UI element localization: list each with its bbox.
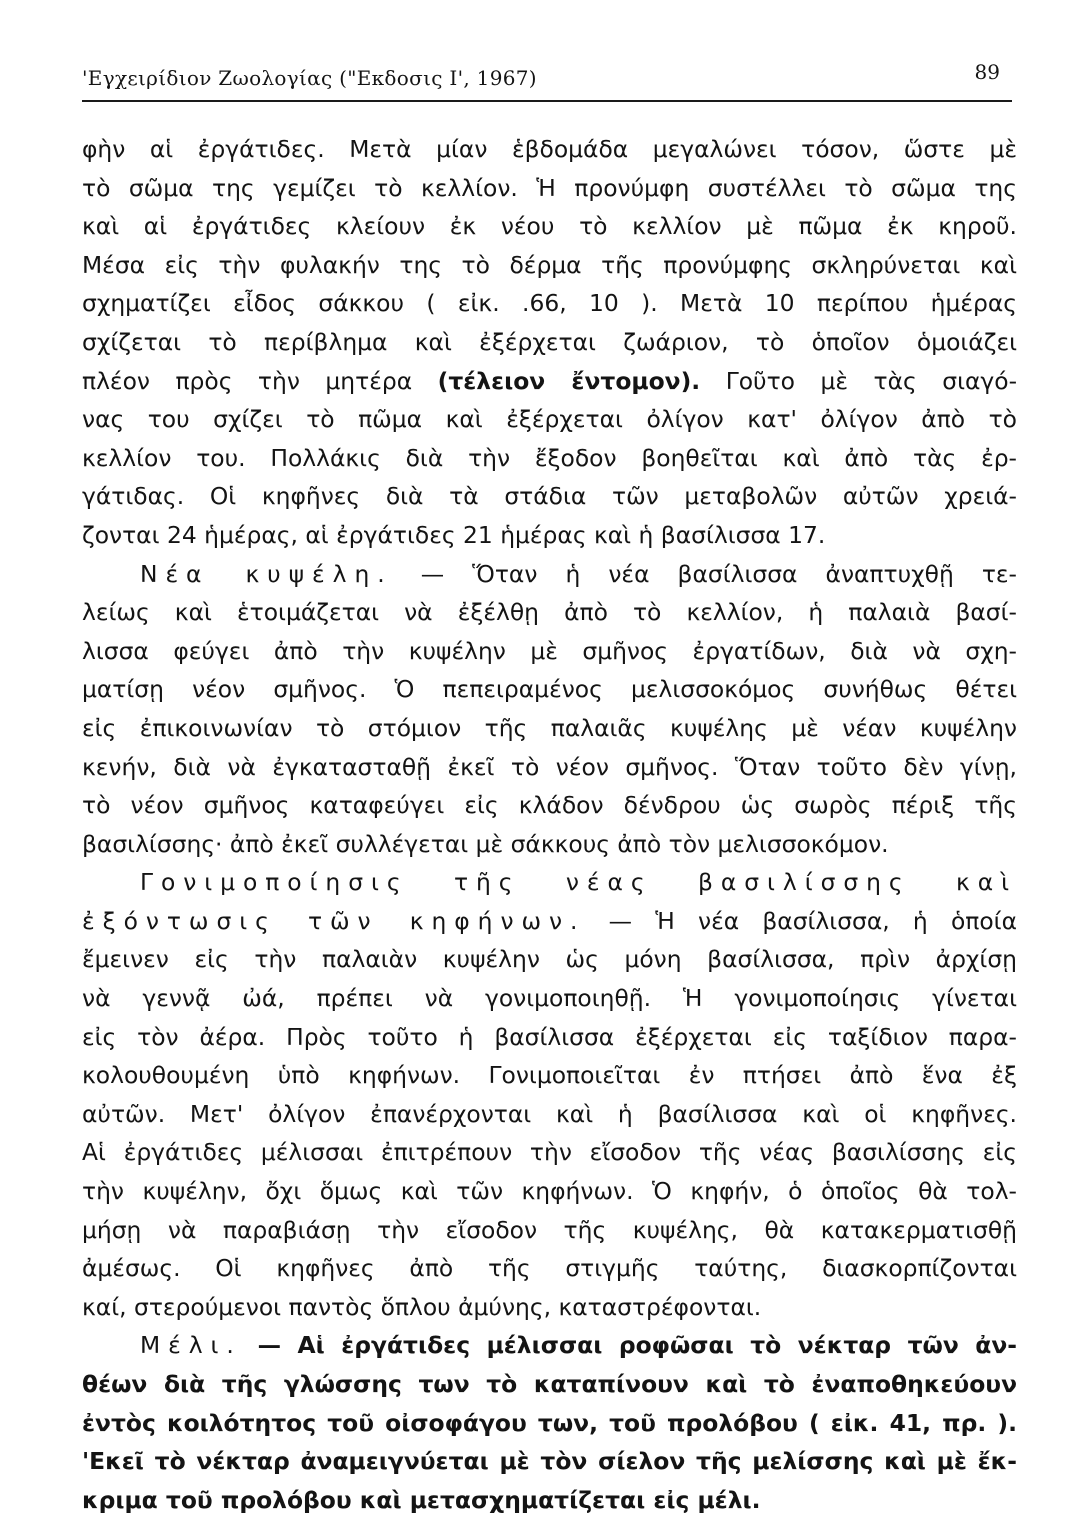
- text-line: βασιλίσσης· ἀπὸ ἐκεῖ συλλέγεται μὲ σάκκους ἀπὸ τὸν μελισσοκόμον.: [82, 829, 889, 858]
- text-line: κελλίον του. Πολλάκις διὰ τὴν ἔξοδον βοηθεῖται καὶ ἀπὸ τὰς ἐρ-: [82, 443, 1017, 472]
- text-line: κριμα τοῦ προλόβου καὶ μετασχηματίζεται εἰς μέλι.: [82, 1485, 761, 1514]
- text-line: κενήν, διὰ νὰ ἐγκατασταθῇ ἐκεῖ τὸ νέον σμῆνος. Ὅταν τοῦτο δὲν γίνῃ,: [82, 752, 1017, 781]
- text-line: καὶ αἱ ἐργάτιδες κλείουν ἐκ νέου τὸ κελλίον μὲ πῶμα ἐκ κηροῦ.: [82, 212, 1017, 241]
- text-line: νὰ γεννᾷ ὠά, πρέπει νὰ γονιμοποιηθῇ. Ἡ γονιμοποίησις γίνεται: [82, 984, 1017, 1013]
- text-line: νας του σχίζει τὸ πῶμα καὶ ἐξέρχεται ὀλίγον κατ' ὀλίγον ἀπὸ τὸ: [82, 405, 1017, 434]
- section-heading-hive: Νέα κυψέλη.: [140, 559, 393, 588]
- section-first-line: [82, 1326, 1017, 1365]
- text-line: [82, 362, 1017, 401]
- text-line: λισσα φεύγει ἀπὸ τὴν κυψέλην μὲ σμῆνος ἐργατίδων, διὰ νὰ σχη-: [82, 636, 1017, 665]
- text-line: αὐτῶν. Μετ' ὀλίγον ἐπανέρχονται καὶ ἡ βασίλισσα καὶ οἱ κηφῆνες.: [82, 1099, 1017, 1128]
- text-fragment: Γοῦτο μὲ τὰς σιαγό-: [725, 366, 1018, 395]
- text-line: ἐντὸς κοιλότητος τοῦ οἰσοφάγου των, τοῦ προλόβου ( εἰκ. 41, πρ. ).: [82, 1408, 1017, 1437]
- running-header: [82, 60, 1012, 96]
- section-first-line: [82, 555, 1017, 594]
- text-line: κολουθουμένη ὑπὸ κηφήνων. Γονιμοποιεῖται ἐν πτήσει ἀπὸ ἕνα ἐξ: [82, 1061, 1017, 1090]
- text-line: γάτιδας. Οἱ κηφῆνες διὰ τὰ στάδια τῶν μεταβολῶν αὐτῶν χρειά-: [82, 482, 1017, 511]
- text-line: τὴν κυψέλην, ὄχι ὅμως καὶ τῶν κηφήνων. Ὁ κηφήν, ὁ ὁποῖος θὰ τολ-: [82, 1177, 1017, 1206]
- section-heading-fertilization-cont: ἐξόντωσις τῶν κηφήνων.: [82, 906, 586, 935]
- section-heading-line: [82, 863, 1017, 902]
- section-first-line: [82, 902, 1017, 941]
- section-heading-fertilization: Γονιμοποίησις τῆς νέας βασιλίσσης καὶ: [140, 868, 1017, 897]
- text-line: εἰς ἐπικοινωνίαν τὸ στόμιον τῆς παλαιᾶς κυψέλης μὲ νέαν κυψέλην: [82, 713, 1017, 742]
- text-line: Αἱ ἐργάτιδες μέλισσαι ἐπιτρέπουν τὴν εἴσοδον τῆς νέας βασιλίσσης εἰς: [82, 1138, 1017, 1167]
- page-number: 89: [974, 60, 1000, 84]
- text-line: λείως καὶ ἑτοιμάζεται νὰ ἐξέλθῃ ἀπὸ τὸ κελλίον, ἡ παλαιὰ βασί-: [82, 598, 1017, 627]
- text-line: σχίζεται τὸ περίβλημα καὶ ἐξέρχεται ζωάριον, τὸ ὁποῖον ὁμοιάζει: [82, 327, 1017, 356]
- text-fragment: πλέον πρὸς τὴν μητέρα: [82, 366, 413, 395]
- text-line: 'Εκεῖ τὸ νέκταρ ἀναμειγνύεται μὲ τὸν σίελον τῆς μελίσσης καὶ μὲ ἔκ-: [82, 1447, 1017, 1476]
- text-line: ἀμέσως. Οἱ κηφῆνες ἀπὸ τῆς στιγμῆς ταύτης, διασκορπίζονται: [82, 1254, 1017, 1283]
- text-fragment: — Ἡ νέα βασίλισσα, ἡ ὁποία: [608, 906, 1017, 935]
- bold-term: (τέλειον ἔντομον).: [437, 366, 701, 395]
- text-line: μήσῃ νὰ παραβιάσῃ τὴν εἴσοδον τῆς κυψέλης, θὰ κατακερματισθῇ: [82, 1215, 1017, 1244]
- page-body: [82, 130, 1017, 1519]
- text-line: τὸ σῶμα της γεμίζει τὸ κελλίον. Ἡ προνύμφη συστέλλει τὸ σῶμα της: [82, 173, 1017, 202]
- text-line: τὸ νέον σμῆνος καταφεύγει εἰς κλάδον δένδρου ὡς σωρὸς πέριξ τῆς: [82, 791, 1017, 820]
- book-title: 'Εγχειρίδιον Ζωολογίας ("Εκδοσις Ι', 1967): [82, 66, 537, 90]
- text-fragment: — Αἱ ἐργάτιδες μέλισσαι ροφῶσαι τὸ νέκταρ τῶν ἀν-: [257, 1331, 1017, 1360]
- text-line: ἔμεινεν εἰς τὴν παλαιὰν κυψέλην ὡς μόνη βασίλισσα, πρὶν ἀρχίσῃ: [82, 945, 1017, 974]
- text-line: θέων διὰ τῆς γλώσσης των τὸ καταπίνουν καὶ τὸ ἐναποθηκεύουν: [82, 1370, 1017, 1398]
- text-line: εἰς τὸν ἀέρα. Πρὸς τοῦτο ἡ βασίλισσα ἐξέρχεται εἰς ταξίδιον παρα-: [82, 1022, 1017, 1051]
- text-line: Μέσα εἰς τὴν φυλακήν της τὸ δέρμα τῆς προνύμφης σκληρύνεται καὶ: [82, 250, 1017, 279]
- text-line: ματίσῃ νέον σμῆνος. Ὁ πεπειραμένος μελισσοκόμος συνήθως θέτει: [82, 675, 1017, 704]
- text-fragment: — Ὅταν ἡ νέα βασίλισσα ἀναπτυχθῇ τε-: [420, 559, 1017, 588]
- header-rule: [82, 100, 1012, 102]
- text-line: σχηματίζει εἶδος σάκκου ( εἰκ. .66, 10 ). Μετὰ 10 περίπου ἡμέρας: [82, 289, 1017, 318]
- text-line: καί, στερούμενοι παντὸς ὅπλου ἀμύνης, καταστρέφονται.: [82, 1292, 762, 1321]
- text-line: φὴν αἱ ἐργάτιδες. Μετὰ μίαν ἑβδομάδα μεγαλώνει τόσον, ὥστε μὲ: [82, 135, 1017, 163]
- text-line: ζονται 24 ἡμέρας, αἱ ἐργάτιδες 21 ἡμέρας καὶ ἡ βασίλισσα 17.: [82, 520, 826, 549]
- section-heading-honey: Μέλι.: [140, 1331, 242, 1360]
